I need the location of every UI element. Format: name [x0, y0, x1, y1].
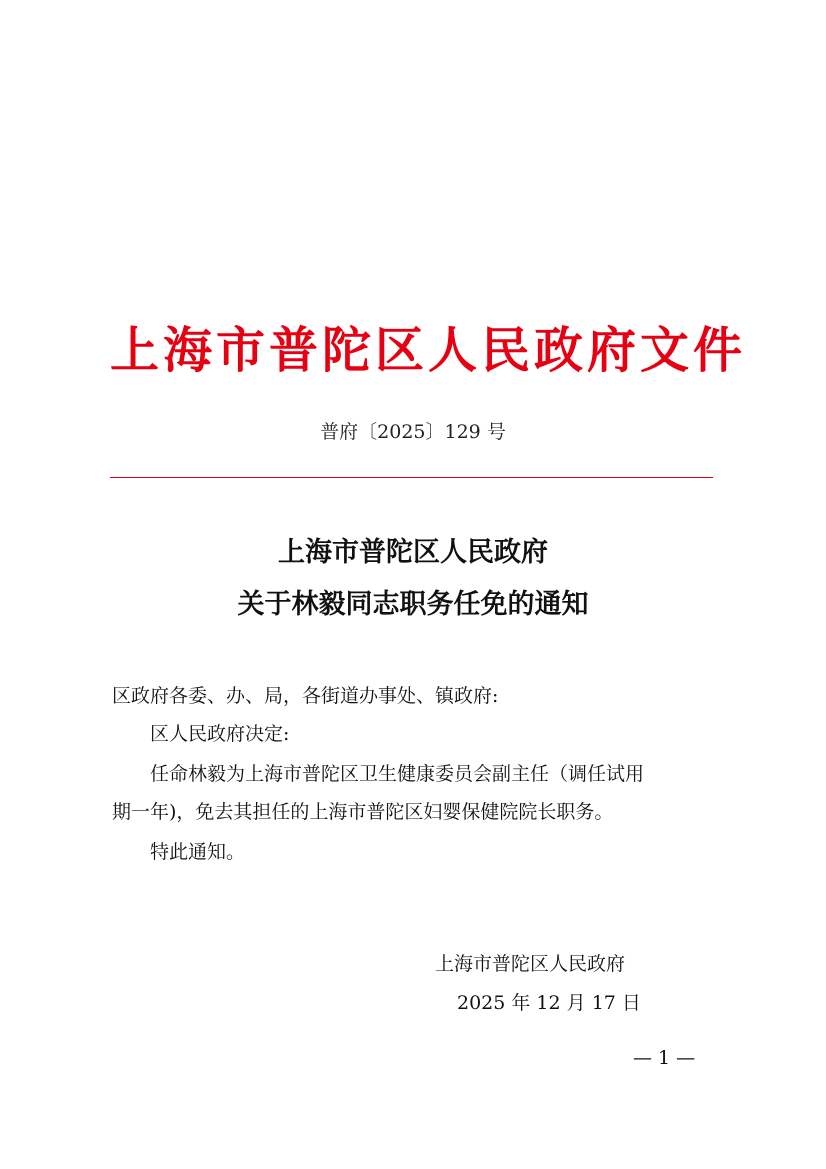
paragraph-appointment-line2: 期一年)，免去其担任的上海市普陀区妇婴保健院院长职务。: [112, 801, 614, 823]
document-number: 普府〔2025〕129 号: [320, 421, 506, 443]
signature-organization: 上海市普陀区人民政府: [435, 953, 626, 975]
notice-title-line2: 关于林毅同志职务任免的通知: [237, 589, 589, 620]
paragraph-appointment-line1: 任命林毅为上海市普陀区卫生健康委员会副主任（调任试用: [150, 763, 645, 785]
signature-date: 2025 年 12 月 17 日: [457, 992, 641, 1014]
red-divider: [110, 477, 713, 478]
paragraph-closing: 特此通知。: [150, 841, 246, 863]
paragraph-decision: 区人民政府决定:: [150, 723, 290, 745]
masthead-title: 上海市普陀区人民政府文件: [110, 321, 747, 379]
notice-title-line1: 上海市普陀区人民政府: [278, 537, 548, 568]
page-number: — 1 —: [633, 1047, 696, 1069]
addressee: 区政府各委、办、局，各街道办事处、镇政府:: [112, 685, 499, 707]
